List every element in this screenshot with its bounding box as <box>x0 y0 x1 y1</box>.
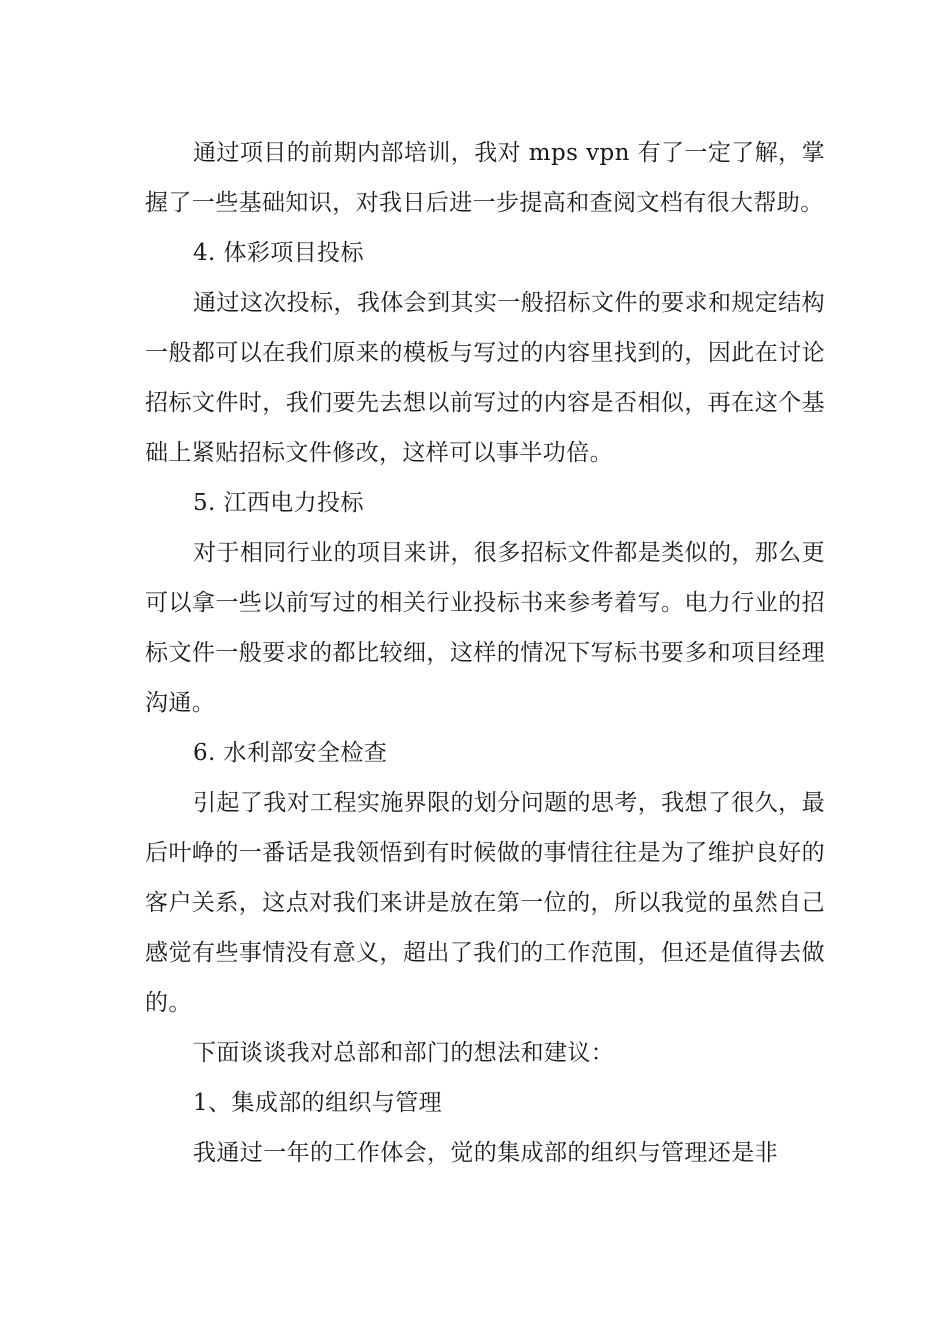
heading-lottery-bid: 4. 体彩项目投标 <box>193 240 364 266</box>
document-body <box>145 128 825 1178</box>
paragraph-jiangxi-power-bid: 对于相同行业的项目来讲，很多招标文件都是类似的，那么更可以拿一些以前写过的相关行业投标书来参考着写。电力行业的招标文件一般要求的都比较细，这样的情况下写标书要多和项目经理沟通。 <box>145 540 825 716</box>
heading-integration-management: 1、集成部的组织与管理 <box>193 1090 443 1116</box>
paragraph-suggestions-intro: 下面谈谈我对总部和部门的想法和建议： <box>193 1040 615 1066</box>
paragraph-water-safety-inspection: 引起了我对工程实施界限的划分问题的思考，我想了很久，最后叶峥的一番话是我领悟到有时候做的事情往往是为了维护良好的客户关系，这点对我们来讲是放在第一位的，所以我觉的虽然自己感觉有些事情没有意义，超出了我们的工作范围，但还是值得去做的。 <box>145 790 825 1016</box>
paragraph-training: 通过项目的前期内部培训，我对 mps vpn 有了一定了解，掌握了一些基础知识，对我日后进一步提高和查阅文档有很大帮助。 <box>145 140 825 216</box>
paragraph-integration-management: 我通过一年的工作体会，觉的集成部的组织与管理还是非 <box>193 1140 778 1166</box>
paragraph-lottery-bid: 通过这次投标，我体会到其实一般招标文件的要求和规定结构一般都可以在我们原来的模板与写过的内容里找到的，因此在讨论招标文件时，我们要先去想以前写过的内容是否相似，再在这个基础上紧贴招标文件修改，这样可以事半功倍。 <box>145 290 825 466</box>
heading-jiangxi-power-bid: 5. 江西电力投标 <box>193 490 364 516</box>
heading-water-safety-inspection: 6. 水利部安全检查 <box>193 740 388 766</box>
